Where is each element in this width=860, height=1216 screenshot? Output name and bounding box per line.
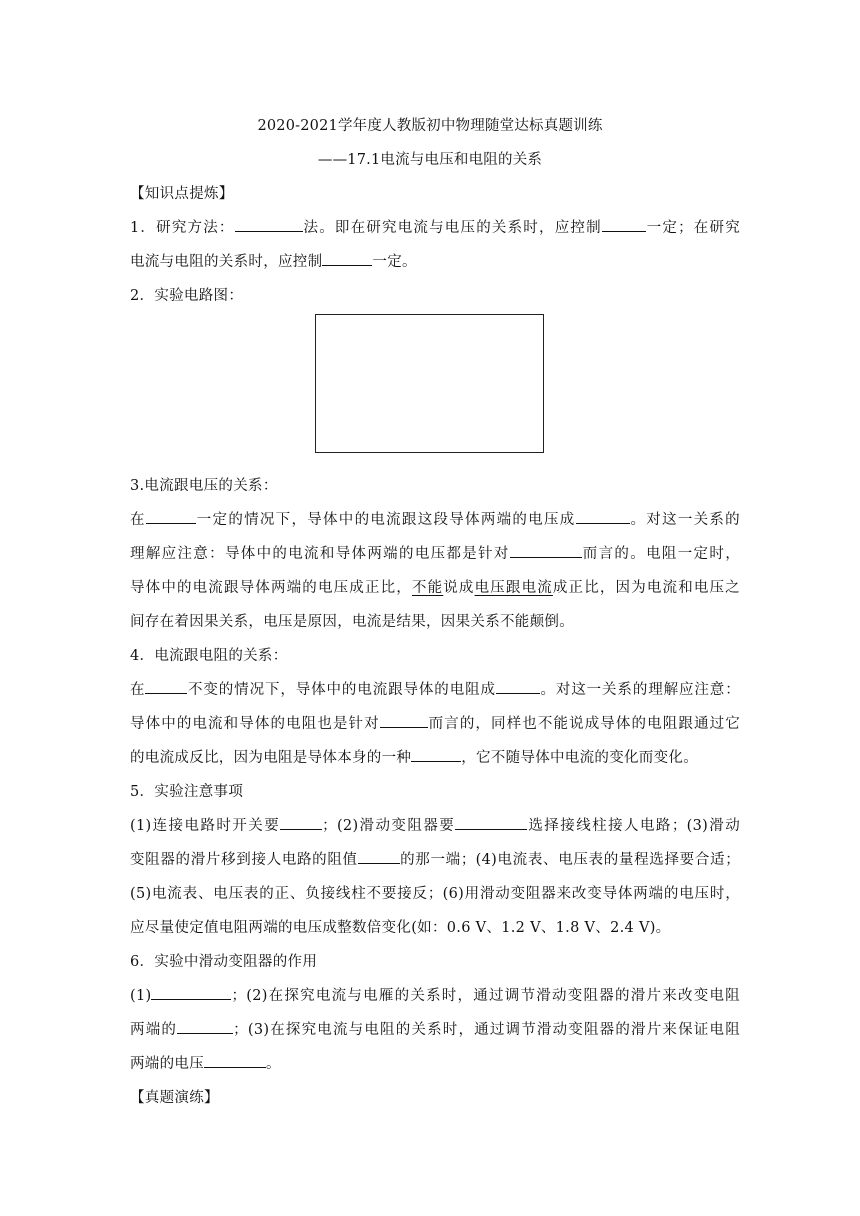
item6-heading: 6．实验中滑动变阻器的作用 bbox=[130, 954, 318, 970]
answer-blank bbox=[455, 815, 527, 830]
answer-blank bbox=[235, 217, 303, 232]
item1-line2: 电流与电阻的关系时，应控制 一定。 bbox=[130, 250, 740, 271]
item4-line1: 在 不变的情况下，导体中的电流跟导体的电阻成 。对这一关系的理解应注意： bbox=[130, 678, 740, 699]
answer-blank bbox=[280, 815, 322, 830]
item2-label: 2．实验电路图： bbox=[130, 288, 244, 304]
answer-blank bbox=[177, 1019, 233, 1034]
item5-line1: (1)连接电路时开关要 ；(2)滑动变阻器要 选择接线柱接人电路；(3)滑动 bbox=[130, 814, 740, 835]
answer-blank bbox=[145, 679, 187, 694]
answer-blank bbox=[146, 509, 196, 524]
item3-line3: 导体中的电流跟导体两端的电压成正比，不能说成电压跟电流成正比，因为电流和电压之 bbox=[130, 580, 740, 596]
item5-line3: (5)电流表、电压表的正、负接线柱不要接反；(6)用滑动变阻器来改变导体两端的电压时， bbox=[130, 886, 740, 902]
item6-line3: 两端的电压 。 bbox=[130, 1052, 740, 1073]
answer-blank bbox=[496, 679, 540, 694]
item4-line3: 的电流成反比，因为电阻是导体本身的一种 ，它不随导体中电流的变化而变化。 bbox=[130, 746, 740, 767]
item5-line2: 变阻器的滑片移到接人电路的阻值 的那一端；(4)电流表、电压表的量程选择要合适； bbox=[130, 848, 740, 869]
answer-blank bbox=[380, 713, 428, 728]
answer-blank bbox=[322, 251, 372, 266]
item3-line2: 理解应注意：导体中的电流和导体两端的电压都是针对 而言的。电阻一定时， bbox=[130, 542, 740, 563]
circuit-diagram-box bbox=[315, 314, 544, 453]
answer-blank bbox=[204, 1053, 266, 1068]
item4-line2: 导体中的电流和导体的电阻也是针对 而言的，同样也不能说成导体的电阻跟通过它 bbox=[130, 712, 740, 733]
section-heading-knowledge: 【知识点提炼】 bbox=[130, 186, 234, 202]
answer-blank bbox=[411, 747, 461, 762]
item5-heading: 5．实验注意事项 bbox=[130, 784, 244, 800]
item5-line4: 应尽量使定值电阻两端的电压成整数倍变化(如：0.6 V、1.2 V、1.8 V、2.4 V)。 bbox=[130, 920, 671, 936]
document-subtitle: ——17.1电流与电压和电阻的关系 bbox=[317, 152, 543, 168]
answer-blank bbox=[151, 985, 231, 1000]
answer-blank bbox=[576, 509, 630, 524]
item3-line4: 间存在着因果关系，电压是原因，电流是结果，因果关系不能颠倒。 bbox=[130, 614, 574, 630]
item6-line2: 两端的 ；(3)在探究电流与电阻的关系时，通过调节滑动变阻器的滑片来保证电阻 bbox=[130, 1018, 740, 1039]
answer-blank bbox=[510, 543, 582, 558]
item3-line1: 在 一定的情况下，导体中的电流跟这段导体两端的电压成 。对这一关系的 bbox=[130, 508, 740, 529]
answer-blank bbox=[602, 217, 646, 232]
item3-heading: 3.电流跟电压的关系： bbox=[130, 478, 278, 494]
item4-heading: 4．电流跟电阻的关系： bbox=[130, 648, 288, 664]
section-heading-practice: 【真题演练】 bbox=[130, 1090, 219, 1106]
document-title: 2020-2021学年度人教版初中物理随堂达标真题训练 bbox=[257, 118, 603, 134]
item1-line1: 1．研究方法： 法。即在研究电流与电压的关系时，应控制 一定；在研究 bbox=[130, 216, 740, 237]
answer-blank bbox=[358, 849, 400, 864]
item6-line1: (1) ；(2)在探究电流与电雁的关系时，通过调节滑动变阻器的滑片来改变电阻 bbox=[130, 984, 740, 1005]
